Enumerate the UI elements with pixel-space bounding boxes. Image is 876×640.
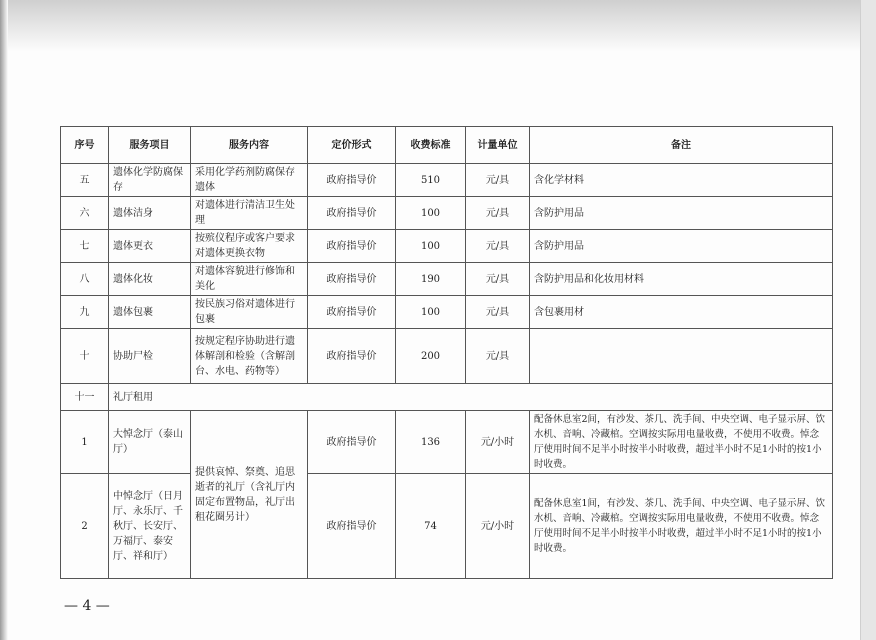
cell-fee: 74 <box>396 474 466 579</box>
cell-pricing: 政府指导价 <box>308 296 396 329</box>
cell-pricing: 政府指导价 <box>308 263 396 296</box>
header-remark: 备注 <box>530 127 833 164</box>
table-header-row <box>61 127 833 164</box>
cell-no: 九 <box>61 296 109 329</box>
cell-content: 对遗体进行清洁卫生处理 <box>191 197 308 230</box>
page-number: — 4 — <box>64 598 110 614</box>
cell-no: 六 <box>61 197 109 230</box>
cell-hall-content: 提供哀悼、祭奠、追思逝者的礼厅（含礼厅内固定布置物品，礼厅出租花圈另计） <box>191 411 308 579</box>
header-content: 服务内容 <box>191 127 308 164</box>
cell-pricing: 政府指导价 <box>308 197 396 230</box>
cell-item: 遗体洁身 <box>109 197 191 230</box>
cell-remark: 含防护用品 <box>530 230 833 263</box>
table-row <box>61 197 833 230</box>
header-unit: 计量单位 <box>466 127 530 164</box>
table-row <box>61 474 833 579</box>
cell-fee: 100 <box>396 230 466 263</box>
cell-item: 遗体更衣 <box>109 230 191 263</box>
cell-item: 遗体化妆 <box>109 263 191 296</box>
cell-content: 按规定程序协助进行遗体解剖和检验（含解剖台、水电、药物等） <box>191 329 308 384</box>
cell-fee: 190 <box>396 263 466 296</box>
cell-fee: 200 <box>396 329 466 384</box>
cell-pricing: 政府指导价 <box>308 329 396 384</box>
cell-remark: 配备休息室1间，有沙发、茶几、洗手间、中央空调、电子显示屏、饮水机、音响、冷藏棺。空调按实际用电量收费，不使用不收费。悼念厅使用时间不足半小时按半小时收费，超过半小时不足1小时的按1小时收费。 <box>530 474 833 579</box>
cell-pricing: 政府指导价 <box>308 474 396 579</box>
cell-no: 八 <box>61 263 109 296</box>
cell-remark <box>530 329 833 384</box>
cell-no: 2 <box>61 474 109 579</box>
cell-pricing: 政府指导价 <box>308 411 396 474</box>
cell-remark: 配备休息室2间，有沙发、茶几、洗手间、中央空调、电子显示屏、饮水机、音响、冷藏棺。空调按实际用电量收费，不使用不收费。悼念厅使用时间不足半小时按半小时收费，超过半小时不足1小时的按1小时收费。 <box>530 411 833 474</box>
cell-no: 1 <box>61 411 109 474</box>
cell-item: 遗体包裹 <box>109 296 191 329</box>
table-row <box>61 164 833 197</box>
cell-unit: 元/小时 <box>466 474 530 579</box>
cell-pricing: 政府指导价 <box>308 230 396 263</box>
header-fee: 收费标准 <box>396 127 466 164</box>
table-row <box>61 296 833 329</box>
cell-unit: 元/具 <box>466 329 530 384</box>
header-no: 序号 <box>61 127 109 164</box>
table-row <box>61 411 833 474</box>
fee-table <box>60 126 833 579</box>
cell-content: 采用化学药剂防腐保存遗体 <box>191 164 308 197</box>
cell-unit: 元/具 <box>466 197 530 230</box>
cell-remark: 含防护用品 <box>530 197 833 230</box>
cell-item: 大悼念厅（泰山厅） <box>109 411 191 474</box>
cell-item: 遗体化学防腐保存 <box>109 164 191 197</box>
cell-remark: 含化学材料 <box>530 164 833 197</box>
cell-unit: 元/小时 <box>466 411 530 474</box>
cell-unit: 元/具 <box>466 230 530 263</box>
cell-remark: 含防护用品和化妆用材料 <box>530 263 833 296</box>
cell-no: 五 <box>61 164 109 197</box>
cell-pricing: 政府指导价 <box>308 164 396 197</box>
table-row <box>61 230 833 263</box>
table-row <box>61 263 833 296</box>
cell-no: 七 <box>61 230 109 263</box>
section-row <box>61 384 833 411</box>
scan-shadow-left <box>0 0 8 640</box>
cell-unit: 元/具 <box>466 296 530 329</box>
section-title: 礼厅租用 <box>109 384 833 411</box>
section-no: 十一 <box>61 384 109 411</box>
header-pricing: 定价形式 <box>308 127 396 164</box>
cell-fee: 100 <box>396 296 466 329</box>
scan-shadow-top <box>0 0 860 52</box>
header-item: 服务项目 <box>109 127 191 164</box>
cell-item: 中悼念厅（日月厅、永乐厅、千秋厅、长安厅、万福厅、泰安厅、祥和厅） <box>109 474 191 579</box>
cell-fee: 136 <box>396 411 466 474</box>
cell-remark: 含包裹用材 <box>530 296 833 329</box>
cell-fee: 510 <box>396 164 466 197</box>
cell-unit: 元/具 <box>466 164 530 197</box>
table-row <box>61 329 833 384</box>
cell-content: 按殡仪程序或客户要求对遗体更换衣物 <box>191 230 308 263</box>
cell-no: 十 <box>61 329 109 384</box>
cell-item: 协助尸检 <box>109 329 191 384</box>
cell-unit: 元/具 <box>466 263 530 296</box>
cell-content: 按民族习俗对遗体进行包裹 <box>191 296 308 329</box>
cell-content: 对遗体容貌进行修饰和美化 <box>191 263 308 296</box>
cell-fee: 100 <box>396 197 466 230</box>
